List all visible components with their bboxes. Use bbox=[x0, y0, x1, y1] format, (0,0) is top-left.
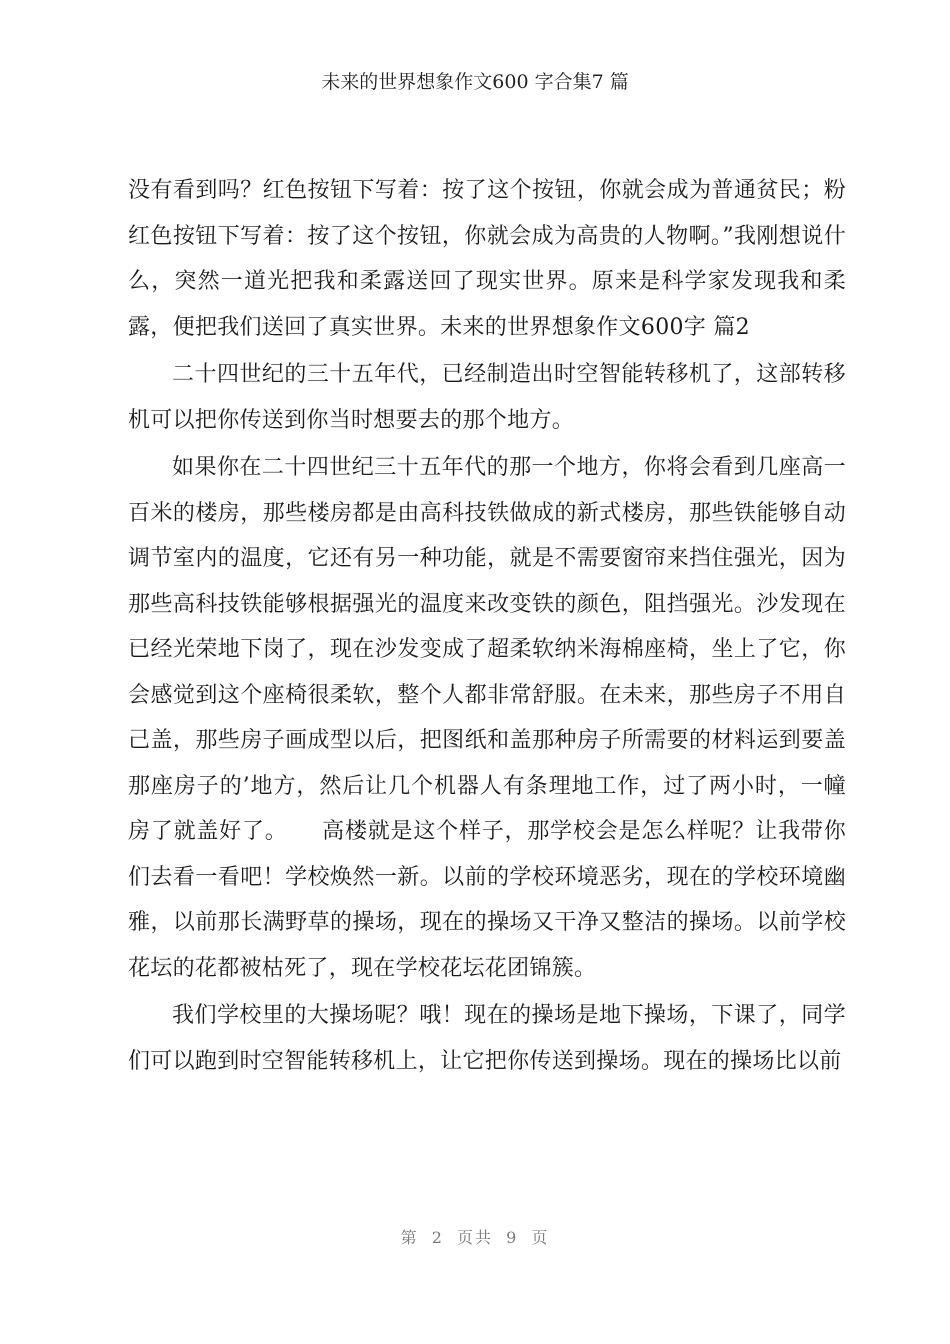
page-number-footer: 第 2 页共 9 页 bbox=[400, 1228, 550, 1247]
paragraph-4: 我们学校里的大操场呢？哦！现在的操场是地下操场，下课了，同学们可以跑到时空智能转移机上，让它把你传送到操场。现在的操场比以前 bbox=[128, 1003, 846, 1074]
paragraph-2: 二十四世纪的三十五年代，已经制造出时空智能转移机了，这部转移机可以把你传送到你当时想要去的那个地方。 bbox=[128, 362, 846, 433]
paragraph-1: 没有看到吗？红色按钮下写着：按了这个按钮，你就会成为普通贫民；粉红色按钮下写着：按了这个按钮，你就会成为高贵的人物啊。”我刚想说什么，突然一道光把我和柔露送回了现实世界。原来是科学家发现我和柔露，便把我们送回了真实世界。未来的世界想象作文600字 篇2 bbox=[128, 178, 846, 340]
document-header-title: 未来的世界想象作文600 字合集7 篇 bbox=[321, 71, 629, 93]
document-body bbox=[128, 168, 846, 1086]
paragraph-3: 如果你在二十四世纪三十五年代的那一个地方，你将会看到几座高一百米的楼房，那些楼房都是由高科技铁做成的新式楼房，那些铁能够自动调节室内的温度，它还有另一种功能，就是不需要窗帘来挡住强光，因为那些高科技铁能够根据强光的温度来改变铁的颜色，阻挡强光。沙发现在已经光荣地下岗了，现在沙发变成了超柔软纳米海棉座椅，坐上了它，你会感觉到这个座椅很柔软，整个人都非常舒服。在未来，那些房子不用自己盖，那些房子画成型以后，把图纸和盖那种房子所需要的材料运到要盖那座房子的’地方，然后让几个机器人有条理地工作，过了两小时，一幢房了就盖好了。 高楼就是这个样子，那学校会是怎么样呢？让我带你们去看一看吧！学校焕然一新。以前的学校环境恶劣，现在的学校环境幽雅，以前那长满野草的操场，现在的操场又干净又整洁的操场。以前学校花坛的花都被枯死了，现在学校花坛花团锦簇。 bbox=[128, 455, 846, 981]
